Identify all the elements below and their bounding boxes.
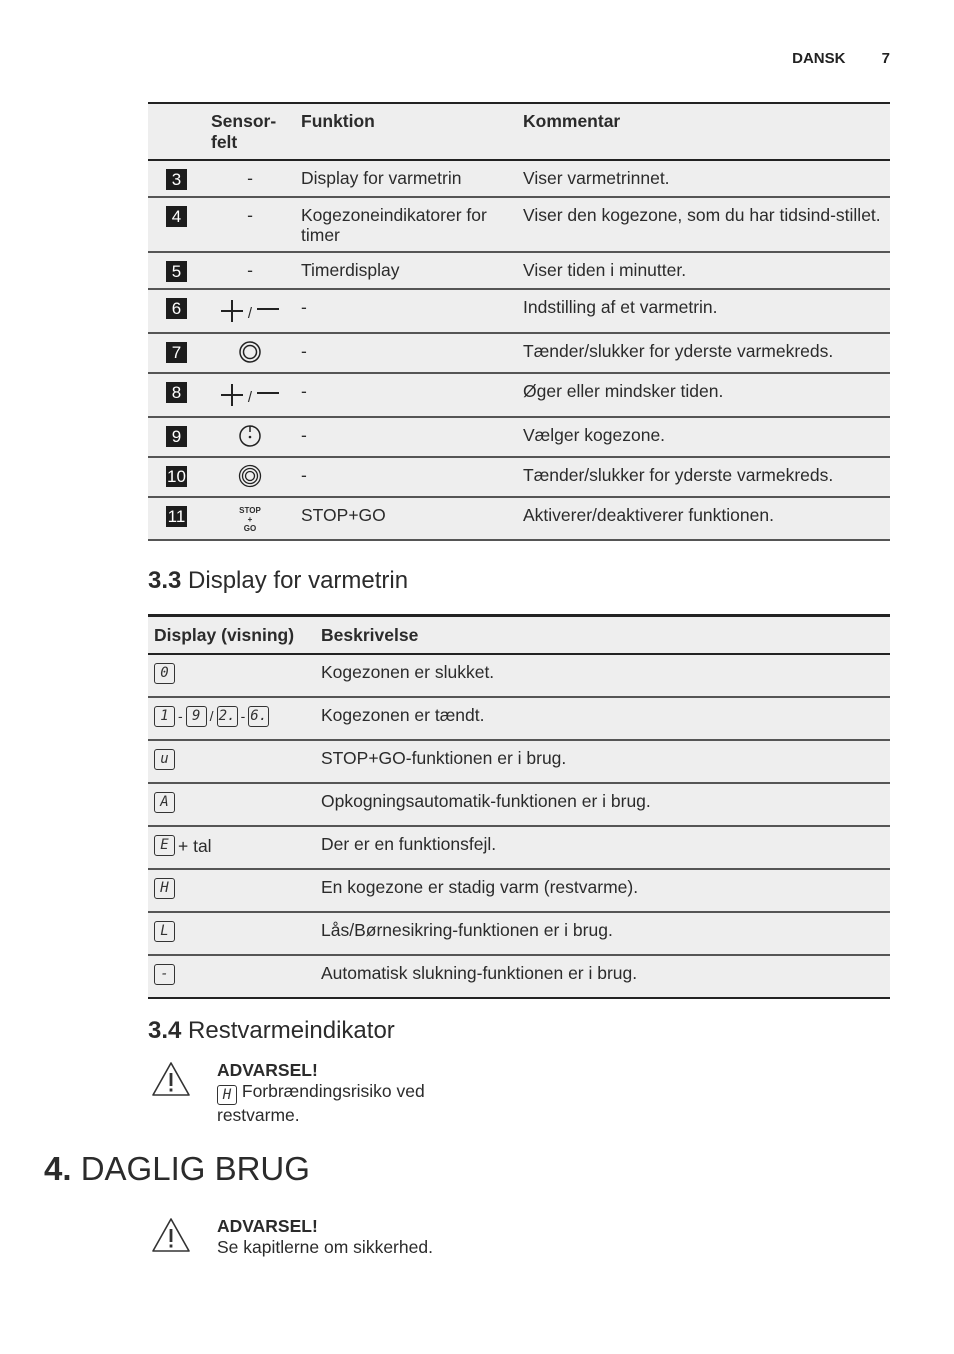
header-function: Funktion [295, 103, 517, 160]
sensor-table-row [148, 457, 890, 497]
sensor-cell [205, 497, 295, 540]
row-number-badge: 8 [166, 382, 187, 403]
triple-circle-icon[interactable] [238, 472, 262, 492]
display-symbol: L [154, 921, 175, 942]
row-number-cell [148, 333, 205, 373]
description-cell: Der er en funktionsfejl. [315, 826, 890, 869]
display-symbol: E [154, 835, 175, 856]
function-cell: Timerdisplay [295, 252, 517, 289]
function-cell: STOP+GO [295, 497, 517, 540]
plus-minus-separator: / [247, 305, 253, 322]
page-header [792, 50, 890, 67]
display-symbol: A [154, 792, 175, 813]
display-table-row [148, 826, 890, 869]
page-number: 7 [881, 50, 890, 67]
row-number-cell [148, 417, 205, 457]
sensor-value: - [247, 205, 253, 225]
chapter-4-title [44, 1150, 310, 1188]
display-cell [148, 912, 315, 955]
sensor-table-row [148, 333, 890, 373]
warning-restvarme-text [217, 1060, 477, 1126]
sensor-table-row [148, 160, 890, 197]
header-number [148, 103, 205, 160]
chapter-4-number: 4. [44, 1150, 72, 1187]
warning-triangle-icon [150, 1060, 192, 1098]
double-circle-icon[interactable] [238, 348, 262, 368]
stop-go-icon[interactable] [239, 506, 261, 533]
comment-cell: Vælger kogezone. [517, 417, 890, 457]
warning-body [217, 1081, 477, 1126]
row-number-cell [148, 252, 205, 289]
row-number-badge: 9 [166, 426, 187, 447]
comment-cell: Tænder/slukker for yderste varmekreds. [517, 333, 890, 373]
display-symbol: 6. [248, 706, 269, 727]
function-cell: - [295, 289, 517, 333]
section-3-3-number: 3.3 [148, 567, 182, 594]
description-cell: Automatisk slukning-funktionen er i brug. [315, 955, 890, 998]
function-cell: Display for varmetrin [295, 160, 517, 197]
warning-body-text: Se kapitlerne om sikkerhed. [217, 1237, 433, 1257]
sensor-table-row [148, 289, 890, 333]
row-number-badge: 4 [166, 206, 187, 227]
display-symbol: 2. [217, 706, 238, 727]
display-separator: / [209, 708, 214, 725]
display-cell [148, 869, 315, 912]
description-cell: Opkogningsautomatik-funktionen er i brug. [315, 783, 890, 826]
sensor-cell [205, 197, 295, 252]
display-symbol: H [217, 1085, 237, 1105]
display-table-row [148, 654, 890, 697]
row-number-cell [148, 160, 205, 197]
row-number-badge: 3 [166, 169, 187, 190]
display-table-row [148, 869, 890, 912]
header-description: Beskrivelse [315, 616, 890, 655]
display-symbol: H [154, 878, 175, 899]
sensor-cell [205, 252, 295, 289]
plus-minus-separator: / [247, 389, 253, 406]
row-number-badge: 11 [167, 507, 186, 526]
comment-cell: Viser varmetrinnet. [517, 160, 890, 197]
warning-safety-text [217, 1216, 477, 1258]
display-cell [148, 826, 315, 869]
function-cell: Kogezoneindikatorer for timer [295, 197, 517, 252]
section-3-4-title [148, 1017, 395, 1045]
description-cell: STOP+GO-funktionen er i brug. [315, 740, 890, 783]
display-table-row [148, 783, 890, 826]
display-symbol: 0 [154, 663, 175, 684]
sensor-table-row [148, 373, 890, 417]
sensor-table-header [148, 103, 890, 160]
warning-triangle-icon [150, 1216, 192, 1254]
display-cell [148, 783, 315, 826]
section-3-4-number: 3.4 [148, 1017, 182, 1044]
sensor-cell [205, 160, 295, 197]
row-number-cell [148, 289, 205, 333]
row-number-badge: 10 [167, 467, 186, 486]
row-number-cell [148, 497, 205, 540]
row-number-badge: 5 [166, 261, 187, 282]
section-3-3-text: Display for varmetrin [188, 567, 409, 594]
function-cell: - [295, 417, 517, 457]
comment-cell: Viser den kogezone, som du har tidsind-stillet. [517, 197, 890, 252]
plus-minus-icon[interactable] [219, 380, 281, 410]
warning-heading: ADVARSEL! [217, 1060, 318, 1080]
warning-heading: ADVARSEL! [217, 1216, 318, 1236]
display-cell [148, 697, 315, 740]
display-suffix: + tal [178, 835, 212, 856]
display-cell [148, 740, 315, 783]
section-3-4-text: Restvarmeindikator [188, 1017, 395, 1044]
display-symbol: 1 [154, 706, 175, 727]
comment-cell: Indstilling af et varmetrin. [517, 289, 890, 333]
display-table-row [148, 740, 890, 783]
header-sensor: Sensor- felt [205, 103, 295, 160]
display-table [148, 614, 890, 999]
display-table-row [148, 955, 890, 998]
sensor-table-row [148, 417, 890, 457]
header-language: DANSK [792, 50, 846, 67]
description-cell: Kogezonen er tændt. [315, 697, 890, 740]
comment-cell: Viser tiden i minutter. [517, 252, 890, 289]
display-symbol: - [154, 964, 175, 985]
display-symbol: u [154, 749, 175, 770]
zone-select-icon[interactable] [238, 432, 262, 452]
sensor-cell [205, 289, 295, 333]
comment-cell: Øger eller mindsker tiden. [517, 373, 890, 417]
display-cell [148, 654, 315, 697]
header-display: Display (visning) [148, 616, 315, 655]
display-table-row [148, 912, 890, 955]
stop-go-icon-label: GO [243, 524, 257, 533]
row-number-cell [148, 457, 205, 497]
display-cell [148, 955, 315, 998]
display-symbol: 9 [186, 706, 207, 727]
description-cell: Lås/Børnesikring-funktionen er i brug. [315, 912, 890, 955]
row-number-cell [148, 197, 205, 252]
function-cell: - [295, 333, 517, 373]
comment-cell: Aktiverer/deaktiverer funktionen. [517, 497, 890, 540]
stop-go-icon-label: STOP [239, 506, 261, 515]
display-table-row [148, 697, 890, 740]
section-3-3-title [148, 567, 408, 595]
description-cell: Kogezonen er slukket. [315, 654, 890, 697]
function-cell: - [295, 373, 517, 417]
function-cell: - [295, 457, 517, 497]
chapter-4-text: DAGLIG BRUG [80, 1150, 310, 1187]
display-separator: - [178, 708, 183, 725]
header-comment: Kommentar [517, 103, 890, 160]
plus-minus-icon[interactable] [219, 296, 281, 326]
row-number-badge: 6 [166, 298, 187, 319]
comment-cell: Tænder/slukker for yderste varmekreds. [517, 457, 890, 497]
sensor-value: - [247, 168, 253, 188]
display-separator: - [240, 708, 246, 725]
sensor-cell [205, 333, 295, 373]
sensor-table-row [148, 197, 890, 252]
stop-go-icon-label: + [247, 515, 253, 524]
display-table-header [148, 616, 890, 655]
description-cell: En kogezone er stadig varm (restvarme). [315, 869, 890, 912]
sensor-cell [205, 457, 295, 497]
sensor-value: - [247, 260, 253, 280]
sensor-cell [205, 417, 295, 457]
sensor-cell [205, 373, 295, 417]
warning-body-text: Forbrændingsrisiko ved restvarme. [217, 1081, 425, 1125]
sensor-table-row [148, 497, 890, 540]
row-number-badge: 7 [166, 342, 187, 363]
sensor-table-row [148, 252, 890, 289]
sensor-table [148, 102, 890, 541]
row-number-cell [148, 373, 205, 417]
